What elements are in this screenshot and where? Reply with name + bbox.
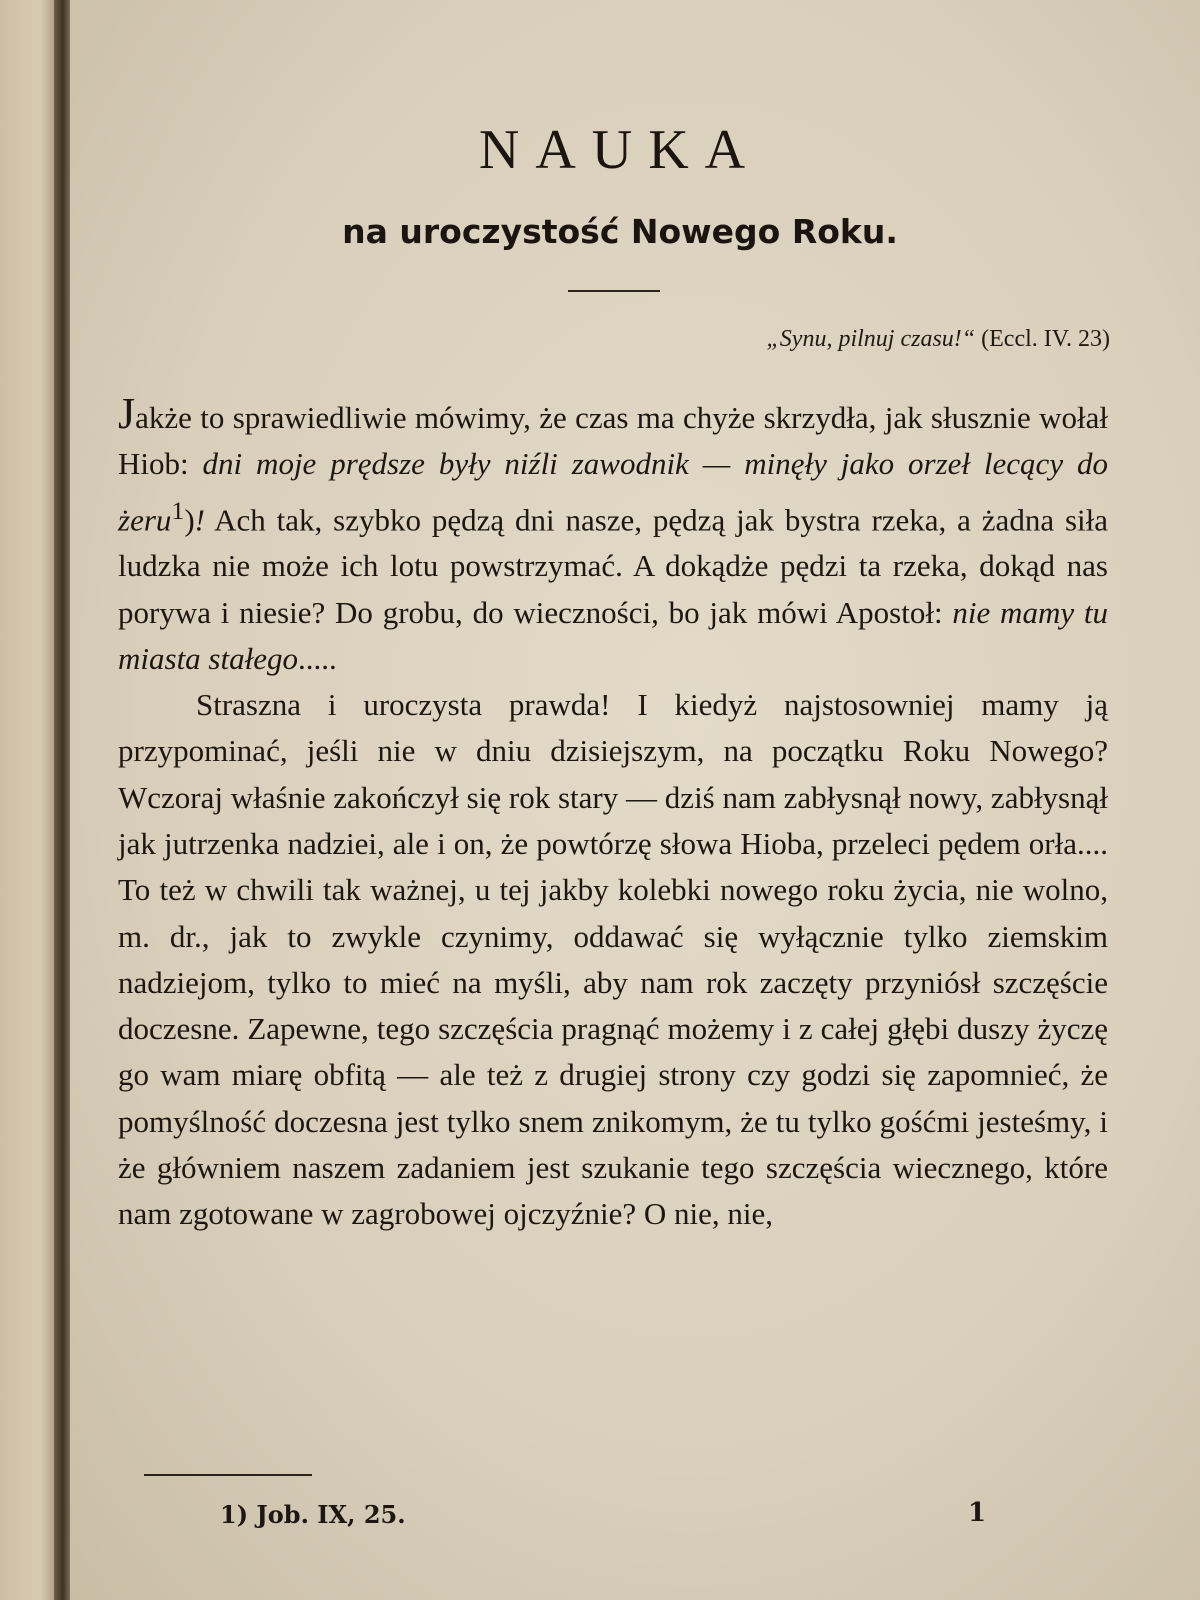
body-text xyxy=(118,389,1108,1238)
book-page xyxy=(70,0,1200,1600)
epigraph-quote: „Synu, pilnuj czasu!“ xyxy=(766,326,976,352)
epigraph xyxy=(766,326,1110,353)
footnote-divider xyxy=(144,1474,312,1476)
left-page-edge xyxy=(0,0,58,1600)
paragraph-1-quote-apostle: nie mamy tu miasta stałego xyxy=(118,594,1108,676)
paragraph-1-ellipsis: ..... xyxy=(297,640,337,676)
footnote-text: Job. IX, 25. xyxy=(256,1500,406,1529)
paragraph-2: Straszna i uroczysta prawda! I kiedyż najstosowniej mamy ją przypominać, jeśli nie w dniu dzisiejszym, na początku Roku Nowego? Wczoraj właśnie zakończył się rok stary — dziś nam zabłysnął nowy, zabłysnął jak jutrzenka nadziei, ale i on, że powtórzę słowa Hioba, przeleci pędem orła.... To też w chwili tak ważnej, u tej jakby kolebki nowego roku życia, nie wolno, m. dr., jak to zwykle czynimy, oddawać się wyłącznie tylko ziemskim nadziejom, tylko to mieć na myśli, aby nam rok zaczęty przyniósł szczęście doczesne. Zapewne, tego szczęścia pragnąć możemy i z całej głębi duszy życzę go wam miarę obfitą — ale też z drugiej strony czy godzi się zapomnieć, że pomyślność doczesna jest tylko snem znikomym, że tu tylko gośćmi jesteśmy, i że główniem naszem zadaniem jest szukanie tego szczęścia wiecznego, które nam zgotowane w zagrobowej ojczyźnie? O nie, nie, xyxy=(118,687,1108,1232)
page-title: NAUKA xyxy=(478,119,762,181)
epigraph-reference: (Eccl. IV. 23) xyxy=(981,326,1110,352)
paragraph-1-quote-paren: ) xyxy=(184,501,195,537)
paragraph-1-quote-job: dni moje prędsze były niźli zawodnik — minęły jako orzeł lecący do żeru xyxy=(118,446,1108,537)
paragraph-1-text-b: Ach tak, szybko pędzą dni nasze, pędzą jak bystra rzeka, a żadna siła ludzka nie może ich lotu powstrzymać. A dokądże pędzi ta rzeka, dokąd nas porywa i niesie? Do grobu, do wieczności, bo jak mówi Apostoł: xyxy=(118,501,1108,630)
page-number: 1 xyxy=(968,1498,987,1528)
paragraph-1-quote-job-end: ! xyxy=(194,501,205,537)
footnote-reference: 1 xyxy=(171,495,185,525)
page-subtitle: na uroczystość Nowego Roku. xyxy=(342,212,898,251)
paragraph-1 xyxy=(118,389,1108,682)
paragraph-1-text-a: akże to sprawiedliwie mówimy, że czas ma chyże skrzydła, jak słusznie wołał Hiob: xyxy=(118,400,1108,482)
footnote xyxy=(220,1500,406,1529)
footnote-marker: 1) xyxy=(220,1500,249,1529)
title-divider xyxy=(568,290,660,292)
drop-cap: J xyxy=(118,389,136,438)
